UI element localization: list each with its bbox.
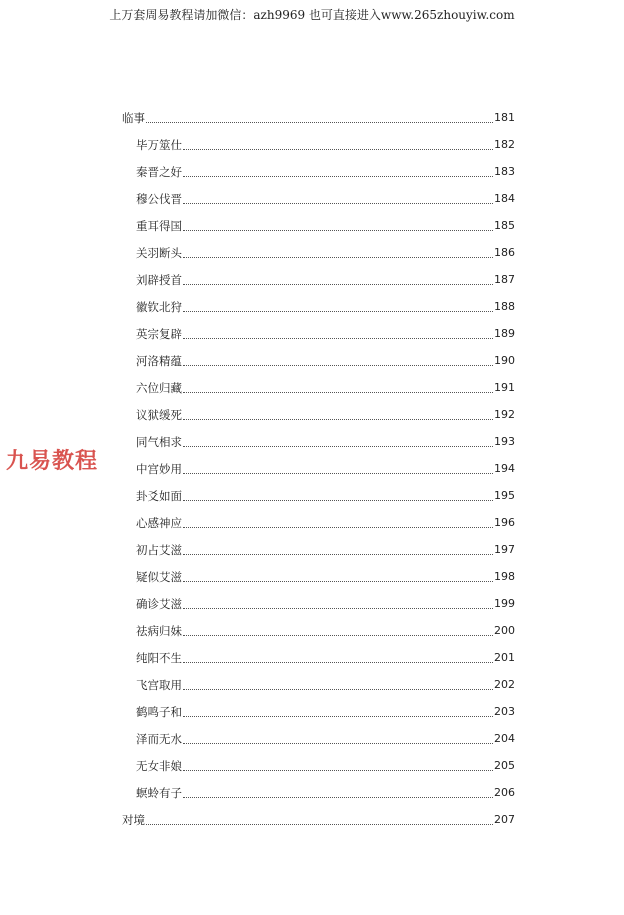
- toc-entry[interactable]: [136, 779, 515, 806]
- toc-entry-title: 毕万筮仕: [136, 137, 182, 152]
- toc-entry-title: 祛病归妹: [136, 623, 182, 638]
- toc-entry-page-number: 204: [494, 732, 515, 745]
- toc-entry-page-number: 185: [494, 219, 515, 232]
- toc-entry-title: 六位归藏: [136, 380, 182, 395]
- toc-entry[interactable]: [136, 644, 515, 671]
- toc-entry[interactable]: [136, 752, 515, 779]
- toc-entry[interactable]: [136, 212, 515, 239]
- toc-entry-page-number: 189: [494, 327, 515, 340]
- toc-dot-leader: [183, 608, 493, 609]
- toc-entry-title: 徽钦北狩: [136, 299, 182, 314]
- toc-entry-page-number: 206: [494, 786, 515, 799]
- toc-dot-leader: [183, 446, 493, 447]
- toc-entry-title: 关羽断头: [136, 245, 182, 260]
- toc-entry[interactable]: [136, 536, 515, 563]
- toc-entry-title: 螟蛉有子: [136, 785, 182, 800]
- table-of-contents: [0, 104, 624, 833]
- toc-entry-title: 河洛精蕴: [136, 353, 182, 368]
- toc-entry[interactable]: [136, 266, 515, 293]
- toc-entry-title: 疑似艾滋: [136, 569, 182, 584]
- toc-dot-leader: [146, 824, 493, 825]
- toc-entry-page-number: 200: [494, 624, 515, 637]
- toc-entry-page-number: 186: [494, 246, 515, 259]
- toc-entry-page-number: 196: [494, 516, 515, 529]
- toc-entry-title: 同气相求: [136, 434, 182, 449]
- toc-dot-leader: [183, 365, 493, 366]
- toc-entry-title: 飞宫取用: [136, 677, 182, 692]
- toc-dot-leader: [183, 338, 493, 339]
- toc-entry-title: 纯阳不生: [136, 650, 182, 665]
- toc-entry-page-number: 184: [494, 192, 515, 205]
- toc-dot-leader: [183, 149, 493, 150]
- toc-entry-page-number: 188: [494, 300, 515, 313]
- toc-entry-title: 初占艾滋: [136, 542, 182, 557]
- toc-dot-leader: [183, 689, 493, 690]
- toc-entry-title: 无女非娘: [136, 758, 182, 773]
- toc-dot-leader: [183, 716, 493, 717]
- header-banner: 上万套周易教程请加微信：azh9969 也可直接进入www.265zhouyiw.com: [109, 8, 515, 22]
- toc-entry[interactable]: [122, 104, 515, 131]
- toc-dot-leader: [183, 257, 493, 258]
- toc-entry[interactable]: [136, 374, 515, 401]
- toc-dot-leader: [183, 527, 493, 528]
- toc-entry[interactable]: [136, 428, 515, 455]
- toc-entry-title: 对境: [122, 812, 145, 827]
- toc-entry-page-number: 201: [494, 651, 515, 664]
- toc-entry-title: 穆公伐晋: [136, 191, 182, 206]
- toc-entry[interactable]: [136, 320, 515, 347]
- toc-entry-title: 秦晋之好: [136, 164, 182, 179]
- toc-dot-leader: [183, 284, 493, 285]
- toc-entry-page-number: 195: [494, 489, 515, 502]
- toc-entry[interactable]: [136, 401, 515, 428]
- toc-entry[interactable]: [136, 698, 515, 725]
- toc-entry-title: 心感神应: [136, 515, 182, 530]
- toc-entry[interactable]: [136, 239, 515, 266]
- toc-entry-page-number: 202: [494, 678, 515, 691]
- toc-entry[interactable]: [136, 509, 515, 536]
- toc-dot-leader: [183, 581, 493, 582]
- toc-entry[interactable]: [136, 482, 515, 509]
- toc-entry-title: 确诊艾滋: [136, 596, 182, 611]
- toc-dot-leader: [183, 176, 493, 177]
- toc-entry[interactable]: [136, 131, 515, 158]
- toc-entry-page-number: 198: [494, 570, 515, 583]
- toc-entry[interactable]: [136, 563, 515, 590]
- toc-entry-title: 临事: [122, 110, 145, 125]
- toc-dot-leader: [183, 419, 493, 420]
- toc-dot-leader: [183, 635, 493, 636]
- toc-entry-page-number: 203: [494, 705, 515, 718]
- toc-dot-leader: [183, 473, 493, 474]
- toc-entry[interactable]: [136, 158, 515, 185]
- toc-entry[interactable]: [136, 671, 515, 698]
- toc-entry-title: 英宗复辟: [136, 326, 182, 341]
- toc-dot-leader: [183, 500, 493, 501]
- toc-entry[interactable]: [136, 725, 515, 752]
- toc-entry-page-number: 207: [494, 813, 515, 826]
- toc-entry-title: 重耳得国: [136, 218, 182, 233]
- toc-dot-leader: [146, 122, 493, 123]
- toc-dot-leader: [183, 554, 493, 555]
- toc-dot-leader: [183, 743, 493, 744]
- toc-dot-leader: [183, 662, 493, 663]
- toc-entry-title: 中宫妙用: [136, 461, 182, 476]
- toc-entry-page-number: 197: [494, 543, 515, 556]
- toc-entry[interactable]: [136, 347, 515, 374]
- toc-entry-title: 鹤鸣子和: [136, 704, 182, 719]
- toc-entry-page-number: 187: [494, 273, 515, 286]
- toc-entry-page-number: 193: [494, 435, 515, 448]
- toc-entry-page-number: 183: [494, 165, 515, 178]
- toc-dot-leader: [183, 797, 493, 798]
- toc-entry-page-number: 190: [494, 354, 515, 367]
- toc-entry-page-number: 181: [494, 111, 515, 124]
- watermark-logo: 九易教程: [6, 449, 99, 474]
- toc-dot-leader: [183, 203, 493, 204]
- toc-entry-page-number: 192: [494, 408, 515, 421]
- toc-dot-leader: [183, 392, 493, 393]
- toc-entry[interactable]: [136, 185, 515, 212]
- toc-dot-leader: [183, 311, 493, 312]
- toc-entry-title: 泽而无水: [136, 731, 182, 746]
- toc-dot-leader: [183, 230, 493, 231]
- toc-entry-page-number: 205: [494, 759, 515, 772]
- toc-entry-page-number: 191: [494, 381, 515, 394]
- toc-entry-title: 刘辟授首: [136, 272, 182, 287]
- toc-entry-page-number: 194: [494, 462, 515, 475]
- toc-entry[interactable]: [136, 617, 515, 644]
- toc-entry-page-number: 199: [494, 597, 515, 610]
- toc-entry[interactable]: [136, 590, 515, 617]
- toc-entry[interactable]: [136, 293, 515, 320]
- toc-entry[interactable]: [136, 455, 515, 482]
- toc-entry[interactable]: [122, 806, 515, 833]
- toc-entry-title: 议狱缓死: [136, 407, 182, 422]
- toc-dot-leader: [183, 770, 493, 771]
- toc-entry-page-number: 182: [494, 138, 515, 151]
- toc-entry-title: 卦爻如面: [136, 488, 182, 503]
